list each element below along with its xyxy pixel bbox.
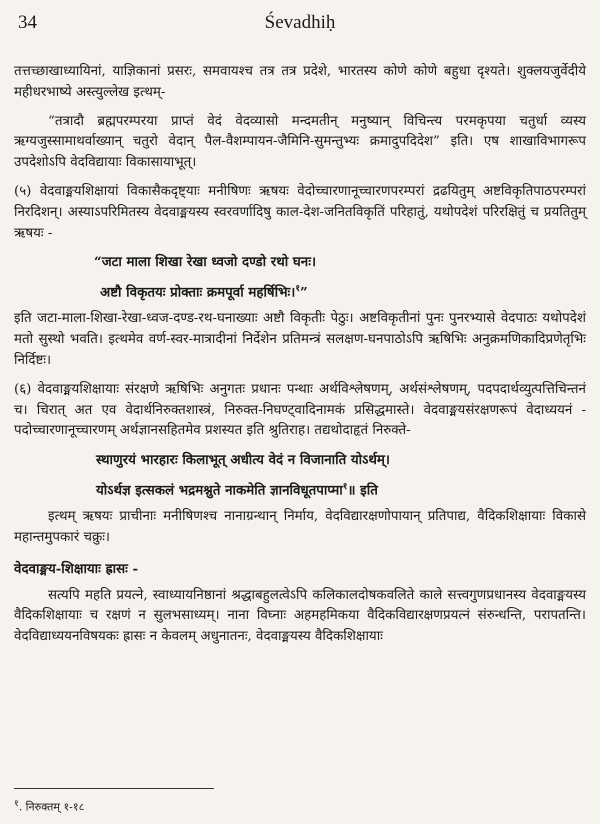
section-heading: वेदवाङ्मय-शिक्षायाः ह्रासः - [14, 560, 139, 577]
page-number: 34 [18, 12, 37, 33]
paragraph-6: (६) वेदवाङ्मयशिक्षायाः संरक्षणे ऋषिभिः अनुगतः प्रधानः पन्थाः अर्थविश्लेषणम्, अर्थसंश्लेषणम्, पदपदार्थव्युत्पत्तिचिन्तनं च। चिरात् अत एव वेदार्थनिरुक्तशास्त्रं, निरुक्त-निघण्ट्वादिनामकं प्रसिद्धमास्ते। वेदवाङ्मयसंरक्षणरूपं वेदाध्ययनं - पदोच्चारणानूच्चारणम् अर्थज्ञानसहितमेव प्रशस्यत इति श्रुतिराह। तद्यथोदाहृतं निरुक्ते- [14, 381, 586, 439]
paragraph-hrasa: सत्यपि महति प्रयत्ने, स्वाध्यायनिष्ठानां श्रद्धाबहुलत्वेऽपि कलिकालदोषकवलिते काले सत्त्वगुणप्रधानस्य वेदवाङ्मयस्य वैदिकशिक्षायाः च रक्षणं न सुलभसाध्यम्। नाना विघ्नाः अहमहमिकया वैदिकविद्यारक्षणप्रयत्नं संरुन्धन्ति, परापतन्ति। वेदविद्याध्ययनविषयकः ह्रासः न केवलम् अधुनातनः, वेदवाङ्मयस्य वैदिकशिक्षायाः [14, 587, 586, 645]
footnote-marker: १ [342, 482, 348, 493]
verse-line: “जटा माला शिखा रेखा ध्वजो दण्डो रथो घनः। [94, 254, 317, 271]
footnote-text: . निरुक्तम् १-१८ [18, 800, 85, 814]
verse-line: स्थाणुरयं भारहारः किलाभूत् अधीत्य वेदं न विजानाति योऽर्थम्। [96, 452, 391, 469]
footnote [14, 796, 84, 815]
paragraph-5: (५) वेदवाङ्मयशिक्षायां विकासैकदृष्ट्याः मनीषिणः ऋषयः वेदोच्चारणानूच्चारणपरम्परां द्रढयितुम् अष्टविकृतिपाठपरम्परां निरदिशन्। अस्याऽपरिमितस्य वेदवाङ्मयस्य स्वरवर्णादिषु काल-देश-जनितविकृतिं परिहातुं, यथोपदेशं परिरक्षितुं च प्रयतितुम् ऋषयः - [14, 183, 586, 241]
verse-text: अष्टौ विकृतयः प्रोक्ताः क्रमपूर्वा महर्षिभिः। [100, 284, 296, 301]
footnote-marker: १ [295, 284, 301, 295]
paragraph-iti: इति जटा-माला-शिखा-रेखा-ध्वज-दण्ड-रथ-घनाख्याः अष्टौ विकृतीः पेठुः। अष्टविकृतीनां पुनः पुनरभ्यासे वेदपाठः यथोपदेशं मतो सुस्थो भवति। इत्थमेव वर्ण-स्वर-मात्रादीनां निर्देशेन प्रतिमन्त्रं सलक्षण-घनपाठोऽपि ऋषिभिः अनुक्रमणिकादिप्रणेतृभिः निर्दिष्टः। [14, 311, 586, 369]
page-header [18, 12, 582, 42]
verse-line [14, 279, 586, 303]
paragraph-1: तत्तच्छाखाध्यायिनां, याज्ञिकानां प्रसरः, समवायश्च तत्र तत्र प्रदेशे, भारतस्य कोणे कोणे बहुधा दृश्यते। शुक्लयजुर्वेदीये महीधरभाष्ये अस्त्युल्लेख इत्थम्- [14, 64, 586, 100]
footnote-mark: १ [14, 799, 19, 809]
verse-text: योऽर्थज्ञ इत्सकलं भद्रमश्नुते नाकमेति ज्ञानविधूतपाप्मा [96, 482, 343, 499]
verse-end: ॥ इति [347, 482, 378, 499]
running-title: Śevadhiḥ [264, 12, 336, 33]
verse-line [14, 477, 586, 501]
footnote-rule [14, 788, 214, 789]
page-body [14, 62, 586, 656]
paragraph-quote: “तत्रादौ ब्रह्मपरम्परया प्राप्तं वेदं वेदव्यासो मन्दमतीन् मनुष्यान् विचिन्त्य परमकृपया चतुर्धा व्यस्य ऋग्यजुस्सामाथर्वाख्यान् चतुरो वेदान् पैल-वैशम्पायन-जैमिनि-सुमन्तुभ्यः क्रमादुपदिदेश” इति। एष शाखाविभागरूप उपदेशोऽपि वेदविद्यायाः विकासायाभूत्। [14, 113, 586, 171]
paragraph-ittham: इत्थम् ऋषयः प्राचीनाः मनीषिणश्च नानाग्रन्थान् निर्माय, वेदविद्यारक्षणोपायान् प्रतिपाद्य, वैदिकशिक्षायाः विकासे महान्तमुपकारं चक्रुः। [14, 509, 586, 546]
verse-end: ” [300, 284, 308, 301]
